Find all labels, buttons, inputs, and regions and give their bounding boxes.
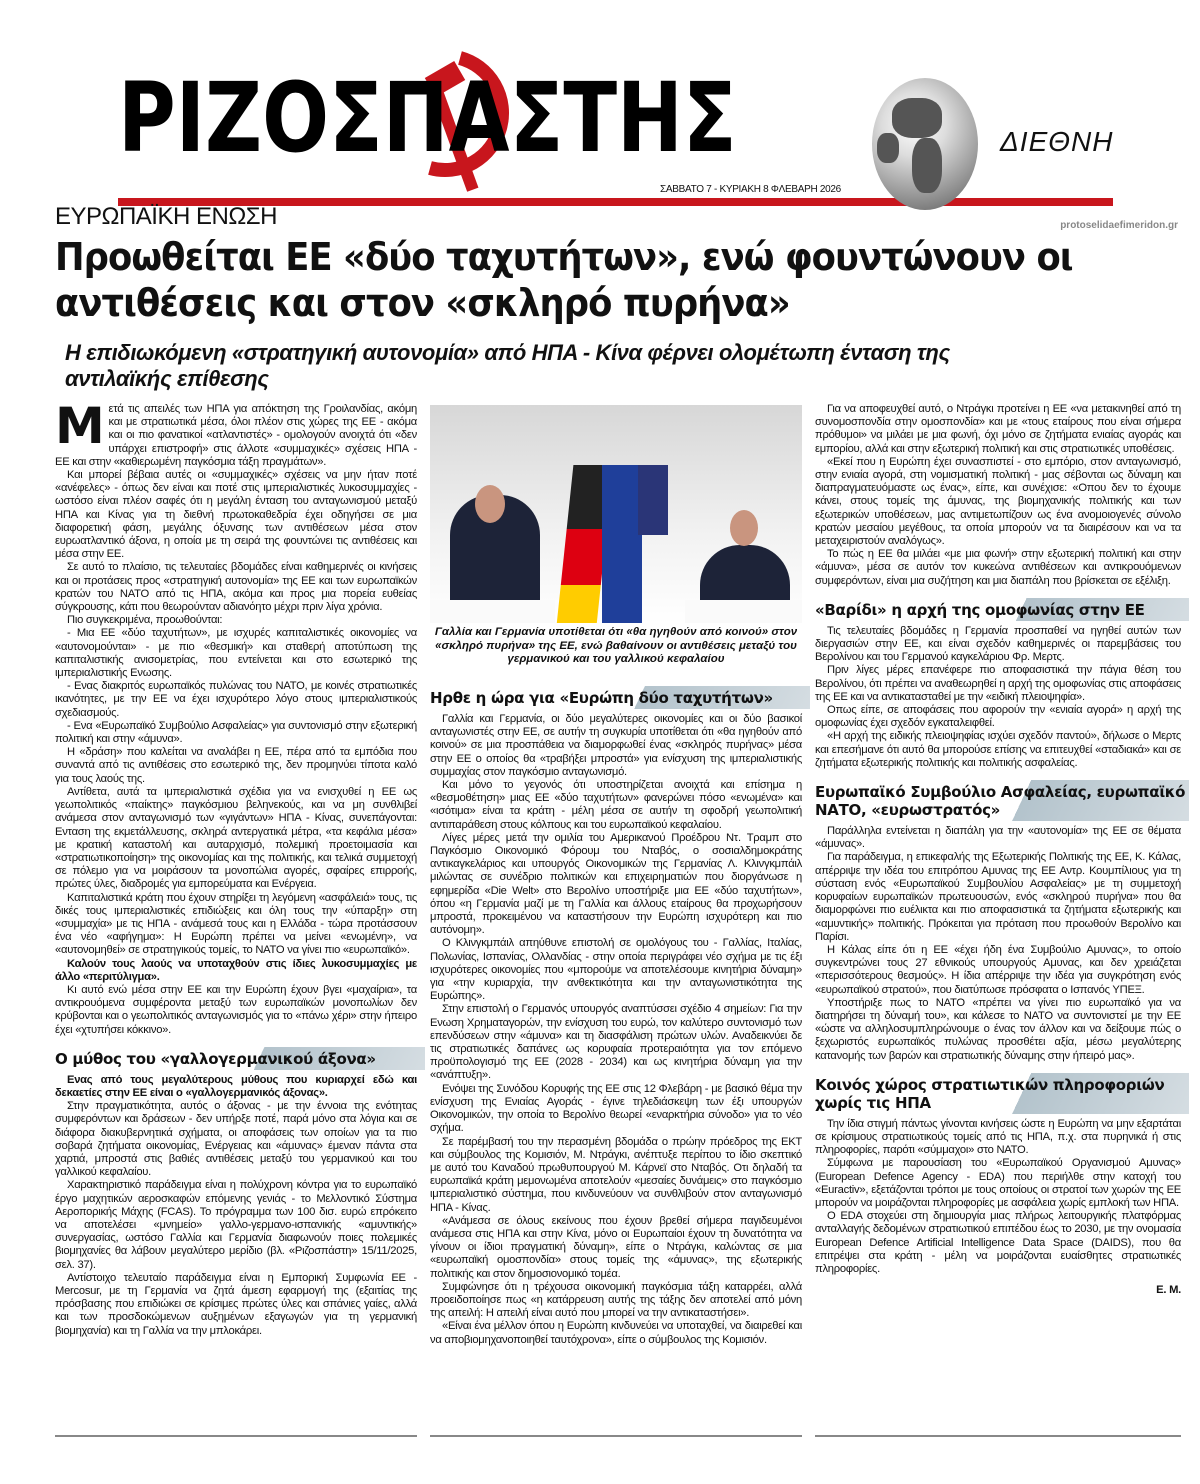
paragraph: Υποστήριξε πως το ΝΑΤΟ «πρέπει να γίνει πιο ευρωπαϊκό για να διατηρήσει τη δύναμή του», και κάλεσε το ΝΑΤΟ να συντονιστεί με την ΕΕ «ώστε να αλληλοσυμπληρώνουμε ο ένας τον άλλον και να δείξουμε πώς ο ξεχωριστός ευρωπαϊκός πυλώνας προσθέτει αξία, μέσω μεγαλύτερης κατανομής των βαρών και στρατιωτικής δύναμης στην ήπειρό μας». — [815, 996, 1181, 1062]
paragraph: Κι αυτό ενώ μέσα στην ΕΕ και την Ευρώπη έχουν βγει «μαχαίρια», τα αντικρουόμενα συμφέροντα μεταξύ των ευρωπαϊκών μονοπωλίων δεν κρύβονται και ο γεωπολιτικός ανταγωνισμός για το «πάνω χέρι» στην ήπειρο έχει «χτυπήσει κόκκινο». — [55, 983, 417, 1036]
article-column-3 — [815, 403, 1186, 1297]
head-right — [730, 510, 758, 546]
paragraph: Συμφώνησε ότι η τρέχουσα οικονομική παγκόσμια τάξη καταρρέει, αλλά προειδοποίησε πως «η κατάρρευση αυτής της τάξης δεν αποτελεί από μόνη της απειλή: Η απειλή είναι αυτό που μπορεί να την αντικαταστήσει». — [430, 1280, 802, 1320]
watermark: protoselidaefimeridon.gr — [1060, 220, 1178, 231]
column-end-rule — [430, 1435, 802, 1437]
paragraph: Χαρακτηριστικό παράδειγμα είναι η πολύχρονη κόντρα για το ευρωπαϊκό έργο μαχητικών αεροσκαφών επόμενης γενιάς - το Μελλοντικό Σύστημα Αεροπορικής Μάχης (FCAS). Το πρόγραμμα των 100 δισ. ευρώ επρόκειτο να αποτελέσει «μνημείο» γαλλο-γερμανο-ισπανικής «αμυντικής» συνεργασίας, ωστόσο Γαλλία και Γερμανία διαφωνούν ποιες πολεμικές βιομηχανίες θα λάβουν μεγαλύτερο μερίδιο (βλ. «Ριζοσπάστη» 15/11/2025, σελ. 37). — [55, 1179, 417, 1271]
paragraph: Πιο συγκεκριμένα, προωθούνται: — [67, 614, 223, 627]
paragraph: «Είναι ένα μέλλον όπου η Ευρώπη κινδυνεύει να υποταχθεί, να διαιρεθεί και να αποβιομηχανοποιηθεί ταυτόχρονα», είπε ο σύμβουλος της Κομισιόν. — [430, 1320, 802, 1346]
paragraph: Στην πραγματικότητα, αυτός ο άξονας - με την έννοια της ενότητας συμφερόντων και δράσεων - δεν υπήρξε ποτέ, παρά μόνο στα λόγια και σε διάφορα διακυβερνητικά σχήματα, οι αποφάσεις των οποίων για τα πιο σοβαρά ζητήματα οικονομίας, Ενέργειας και «άμυνας» έμεναν πάντα στα χαρτιά, μπροστά στις βαθιές αντιθέσεις μεταξύ του γερμανικού και του γαλλικού κεφαλαίου. — [55, 1100, 417, 1179]
column-end-rule — [815, 1435, 1181, 1437]
flag-eu — [602, 465, 642, 623]
article-headline: Προωθείται ΕΕ «δύο ταχυτήτων», ενώ φουντώνουν οι αντιθέσεις και στον «σκληρό πυρήνα» — [55, 235, 1073, 325]
paragraph: - Μια ΕΕ «δύο ταχυτήτων», με ισχυρές καπιταλιστικές οικονομίες να «αυτονομούνται» - με πιο «θεσμική» και σταθερή αποτύπωση της καπιταλιστικής ανισομετρίας, που εντείνεται και στο εσωτερικό της ιμπεριαλιστικής Ενωσης. — [55, 627, 417, 680]
paragraph: Το πώς η ΕΕ θα μιλάει «με μια φωνή» στην εξωτερική πολιτική και στην «άμυνα», μέσα σε αυτόν τον κυκεώνα αντιθέσεων και αντικρουόμενων συμφερόντων, είναι μια συζήτηση και μια διαπάλη που βρίσκεται σε εξέλιξη. — [815, 548, 1181, 587]
paragraph: Αντίθετα, αυτά τα ιμπεριαλιστικά σχέδια για να ενισχυθεί η ΕΕ ως γεωπολιτικός «παίκτης» παγκόσμιου βεληνεκούς, και να μη συνθλιβεί ανάμεσα στον ανταγωνισμό των «γιγάντων» ΗΠΑ - Κίνας, συνεπάγονται: Ενταση της εκμετάλλευσης, σκληρά αντεργατικά μέτρα, «τα κεφάλια μέσα» με κρατική καταστολή και αυταρχισμό, πολεμική προετοιμασία και «στρατιωτικοποίηση» της οικονομίας και της πολιτικής, και τελικά συμμετοχή σε πόλεμο για να μοιράσουν τα μονοπώλια αγορές, σφαίρες επιρροής, πρώτες ύλες, διαδρομές για εμπορεύματα και Ενέργεια. — [55, 785, 417, 891]
paragraph: «Ανάμεσα σε όλους εκείνους που έχουν βρεθεί σήμερα παγιδευμένοι ανάμεσα στις ΗΠΑ και στην Κίνα, μόνο οι Ευρωπαίοι έχουν τη δυνατότητα να γίνουν οι ίδιοι πραγματική δύναμη», είπε ο Ντράγκι, καλώντας σε μια «ευρωπαϊκή ομοσπονδία» στους τομείς της «άμυνας», της εξωτερικής πολιτικής και στον δημοσιονομικό τομέα. — [430, 1214, 802, 1280]
paragraph — [55, 397, 417, 469]
paragraph: «Η αρχή της ειδικής πλειοψηφίας ισχύει σχεδόν παντού», δήλωσε ο Μερτς και επεσήμανε ότι αυτό θα μπορούσε επίσης να επιτευχθεί «σταδιακά» και σε ζητήματα εξωτερικής πολιτικής και πολιτικής ασφαλείας. — [815, 730, 1181, 769]
section-heading: Κοινός χώρος στρατιωτικών πληροφοριών χωρίς τις ΗΠΑ — [815, 1073, 1189, 1114]
paragraph: Σύμφωνα με παρουσίαση του «Ευρωπαϊκού Οργανισμού Αμυνας» (European Defence Agency - EDA) που περιήλθε στην κατοχή του «Euractiv», εξετάζονται τρόποι με τους οποίους οι στρατοί των χωρών της ΕΕ μπορούν να μοιράζονται πληροφορίες με ασφάλεια χωρίς εμπλοκή των ΗΠΑ. — [815, 1157, 1181, 1209]
paragraph: Παράλληλα εντείνεται η διαπάλη για την «αυτονομία» της ΕΕ σε θέματα «άμυνας». — [815, 825, 1181, 851]
paragraph: Για παράδειγμα, η επικεφαλής της Εξωτερικής Πολιτικής της ΕΕ, Κ. Κάλας, απέρριψε την ιδέα του επιτρόπου Αμυνας της ΕΕ Αντρ. Κουμπίλιους για τη σύσταση ενός «Ευρωπαϊκού Συμβουλίου Ασφαλείας» με τη συμμετοχή κορυφαίων ευρωπαϊκών πρωτευουσών, ενός «σκληρού πυρήνα» που θα διαμορφώνει πιο ευέλικτα και πιο αποφασιστικά τα ζητήματα εξωτερικής και «αμυντικής» πολιτικής. Πρόκειται για πρόταση που προωθούν Βερολίνο και Παρίσι. — [815, 851, 1181, 943]
issue-date: ΣΑΒΒΑΤΟ 7 - ΚΥΡΙΑΚΗ 8 ΦΛΕΒΑΡΗ 2026 — [660, 184, 841, 195]
paragraph: Οπως είπε, σε αποφάσεις που αφορούν την «ενιαία αγορά» η αρχή της ομοφωνίας έχει σχεδόν εγκαταλειφθεί. — [815, 704, 1181, 730]
section-heading: Ο μύθος του «γαλλογερμανικού άξονα» — [55, 1047, 425, 1070]
photo-caption: Γαλλία και Γερμανία υποτίθεται ότι «θα ηγηθούν από κοινού» στον «σκληρό πυρήνα» της ΕΕ, ενώ βαθαίνουν οι αντιθέσεις μεταξύ του γερμανικού και του γαλλικού κεφαλαίου — [434, 626, 798, 665]
article-column-2 — [430, 676, 802, 1347]
article-column-1 — [55, 397, 417, 1338]
paragraph: Λίγες μέρες μετά την ομιλία του Αμερικανού Προέδρου Ντ. Τραμπ στο Παγκόσμιο Οικονομικό Φόρουμ του Νταβός, ο σοσιαλδημοκράτης αντικαγκελάριος και υπουργός Οικονομικών της Γερμανίας Λ. Κλινγκμπάιλ μιλώντας σε συνέδριο πολιτικών και επιχειρηματιών που διοργάνωσε η εφημερίδα «Die Welt» στο Βερολίνο υποστήριξε μια ΕΕ «δύο ταχυτήτων», όπου «η Γερμανία μαζί με τη Γαλλία και άλλους εταίρους θα προχωρήσουν μπροστά, προκειμένου να καταστήσουν την Ευρώπη ισχυρότερη και πιο αυτόνομη». — [430, 831, 802, 937]
paragraph: - Ενας διακριτός ευρωπαϊκός πυλώνας του ΝΑΤΟ, με κοινές στρατιωτικές ικανότητες, με την ΕΕ να έχει ισχυρότερο λόγο στους ιμπεριαλιστικούς σχεδιασμούς. — [55, 680, 417, 719]
section-heading: Ευρωπαϊκό Συμβούλιο Ασφαλείας, ευρωπαϊκό ΝΑΤΟ, «ευρωστρατός» — [815, 780, 1189, 821]
article-photo — [430, 405, 802, 623]
paragraph: Καλούν τους λαούς να υποταχθούν στις ίδιες λυκοσυμμαχίες με άλλο «περιτύλιγμα». — [55, 957, 417, 983]
podium-left — [430, 600, 555, 623]
paragraph: «Εκεί που η Ευρώπη έχει συνασπιστεί - στο εμπόριο, στον ανταγωνισμό, στην ενιαία αγορά, στη νομισματική πολιτική - μας σέβονται ως δύναμη και διαπραγματευόμαστε ως ένας», είπε, και συνέχισε: «Οπου δεν το έχουμε κάνει, στους τομείς της άμυνας, της βιομηχανικής πολιτικής και των εξωτερικών υποθέσεων, μας αντιμετωπίζουν ως ένα ανομοιογενές σύνολο κρατών μεσαίου μεγέθους, τα οποία μπορούν να τα διαιρέσουν και να τα μεταχειριστούν αναλόγως». — [815, 455, 1181, 548]
paragraph: Στην επιστολή ο Γερμανός υπουργός αναπτύσσει σχέδιο 4 σημείων: Για την Ενωση Χρηματαγορών, την ενίσχυση του ευρώ, τον καλύτερο συντονισμό των επενδύσεων στην «άμυνα» και τη διασφάλιση πρώτων υλών. Αναδεικνύει δε τις στρατιωτικές δαπάνες ως κορυφαία προτεραιότητα για τον επόμενο προϋπολογισμό της ΕΕ (2028 - 2034) και ως κινητήρια δύναμη για την «ανάπτυξη». — [430, 1003, 802, 1082]
masthead-title: ΡΙΖΟΣΠΑΣΤΗΣ — [118, 62, 737, 174]
paragraph: Καπιταλιστικά κράτη που έχουν στηρίξει τη λεγόμενη «ασφάλειά» τους, τις δικές τους ιμπεριαλιστικές επιδιώξεις και όλη τους την «ύπαρξη» στη «συμμαχία» με τις ΗΠΑ - ανάμεσά τους και η Ελλάδα - τώρα προτάσσουν ένα νέο «αφήγημα»: Η Ευρώπη πρέπει να μείνει «ενωμένη», να «αυτονομηθεί» σε στρατηγικούς τομείς, το ΝΑΤΟ να γίνει πιο «ευρωπαϊκό». — [55, 891, 417, 957]
paragraph: Για να αποφευχθεί αυτό, ο Ντράγκι προτείνει η ΕΕ «να μετακινηθεί από τη συνομοσπονδία στην ομοσπονδία» και με «τους εταίρους που είναι σήμερα πρόθυμοι» να μιλάει με μια φωνή, όχι μόνο σε ζητήματα ενιαίας αγοράς και εμπορίου, αλλά και στην εξωτερική πολιτική και στις στρατιωτικές υποθέσεις. — [815, 403, 1181, 455]
paragraph: Ενόψει της Συνόδου Κορυφής της ΕΕ στις 12 Φλεβάρη - με βασικό θέμα την ενίσχυση της Ενιαίας Αγοράς - έγινε τηλεδιάσκεψη των έξι υπουργών Οικονομικών, την οποία το Βερολίνο θεωρεί «εναρκτήρια σύνοδο» για το νέο σχήμα. — [430, 1082, 802, 1135]
article-kicker: ΕΥΡΩΠΑΪΚΗ ΕΝΩΣΗ — [55, 203, 277, 230]
column-end-rule — [55, 1435, 417, 1437]
paragraph: Η «δράση» που καλείται να αναλάβει η ΕΕ, πέρα από τα εμπόδια που συναντά από τις αντιθέσεις στο εσωτερικό της, δεν προμηνύει τίποτα καλό για τους λαούς της. — [55, 746, 417, 785]
podium-right — [685, 600, 802, 623]
paragraph: Σε παρέμβασή του την περασμένη βδομάδα ο πρώην πρόεδρος της ΕΚΤ και σύμβουλος της Κομισιόν, Μ. Ντράγκι, ανέπτυξε περίπου το ίδιο σκεπτικό με αυτό του Καναδού πρωθυπουργού Μ. Κάρνεϊ στο Νταβός. Οτι δηλαδή τα ευρωπαϊκά κράτη μεμονωμένα αποτελούν «μεσαίες δυνάμεις» στο παγκόσμιο ιμπεριαλιστικό σύστημα, που κινδυνεύουν να συνθλιβούν στον ανταγωνισμό ΗΠΑ - Κίνας. — [430, 1135, 802, 1214]
article-subhead: Η επιδιωκόμενη «στρατηγική αυτονομία» από ΗΠΑ - Κίνα φέρνει ολομέτωπη ένταση της αντιλαϊκής επίθεσης — [65, 340, 950, 391]
section-name: ΔΙΕΘΝΗ — [1000, 126, 1114, 157]
paragraph: Γαλλία και Γερμανία, οι δύο μεγαλύτερες οικονομίες και οι δύο βασικοί ανταγωνιστές στην ΕΕ, σε αυτήν τη συγκυρία υποτίθεται ότι «θα ηγηθούν από κοινού» σε μια προσπάθεια να διαμορφωθεί ένας «σκληρός πυρήνας» μέσα στην ΕΕ ο οποίος θα «τραβήξει μπροστά» για ενίσχυση της ιμπεριαλιστικής συμμαχίας στον παγκόσμιο ανταγωνισμό. — [430, 713, 802, 778]
flag-france — [638, 465, 668, 535]
paragraph: Τις τελευταίες βδομάδες η Γερμανία προσπαθεί να ηγηθεί αυτών των διεργασιών στην ΕΕ, και είναι σχεδόν καθημερινές οι παρεμβάσεις του Βερολίνου και του Γερμανού καγκελάριου Φρ. Μερτς. — [815, 624, 1181, 664]
paragraph: - Ενα «Ευρωπαϊκό Συμβούλιο Ασφαλείας» για συντονισμό στην εξωτερική πολιτική και στην «άμυνα». — [55, 719, 417, 746]
head-left — [475, 485, 505, 523]
author-signature: Ε. Μ. — [1156, 1284, 1181, 1297]
paragraph: Την ίδια στιγμή πάντως γίνονται κινήσεις ώστε η Ευρώπη να μην εξαρτάται σε κρίσιμους στρατιωτικούς τομείς από τις ΗΠΑ, π.χ. στα πυρηνικά ή στις πληροφορίες, παρότι «σύμμαχοι» στο ΝΑΤΟ. — [815, 1117, 1181, 1157]
paragraph: Ο Κλινγκμπάιλ απηύθυνε επιστολή σε ομολόγους του - Γαλλίας, Ιταλίας, Πολωνίας, Ισπανίας, Ολλανδίας - στην οποία περιγράφει νέο σχήμα με τις έξι ισχυρότερες οικονομίες που «μπορούμε να αποτελέσουμε κινητήρια δύναμη» για «την κυριαρχία, την ανθεκτικότητα και την ανταγωνιστικότητα της Ευρώπης». — [430, 937, 802, 1003]
paragraph: Και μπορεί βέβαια αυτές οι «συμμαχικές» σχέσεις να μην ήταν ποτέ «ανέφελες» - όπως δεν είναι και ποτέ στις ιμπεριαλιστικές λυκοσυμμαχίες - ωστόσο είναι πλέον σαφές ότι η μεγάλη ένταση του ανταγωνισμού μεταξύ ΗΠΑ και Κίνας για τη διεθνή πρωτοκαθεδρία έχει οδηγήσει σε μια διαφορετική φάση, μεγάλης όξυνσης των αντιθέσεων μέσα στον ευρωατλαντικό άξονα, η οποία με τη σειρά της φουντώνει τις αντιθέσεις και μέσα στην ΕΕ. — [55, 469, 417, 561]
paragraph: Σε αυτό το πλαίσιο, τις τελευταίες βδομάδες είναι καθημερινές οι κινήσεις και οι προτάσεις προς «στρατηγική αυτονομία» της ΕΕ και των ευρωπαϊκών κρατών του ΝΑΤΟ από τις ΗΠΑ, ακόμα και προς μια πορεία ευθείας σύγκρουσης, κάτι που θεωρούνταν αδιανόητο μέχρι πριν λίγα χρόνια. — [55, 561, 417, 614]
section-heading: Ηρθε η ώρα για «Ευρώπη δύο ταχυτήτων» — [430, 686, 810, 709]
paragraph: Αντίστοιχο τελευταίο παράδειγμα είναι η Εμπορική Συμφωνία ΕΕ - Mercosur, με τη Γερμανία να ζητά άμεση εφαρμογή της (εξαιτίας της πρόσβασης που επιδιώκει σε κρίσιμες πρώτες ύλες και σπάνιες γαίες, αλλά και των προσδοκώμενων αυξημένων εξαγωγών για τη γερμανική βιομηχανία) και τη Γαλλία να την μπλοκάρει. — [55, 1271, 417, 1337]
paragraph: Ο EDA στοχεύει στη δημιουργία μιας πλήρως λειτουργικής πλατφόρμας ανταλλαγής δεδομένων στρατιωτικού επιπέδου έως το 2030, με την ονομασία European Defence Artificial Intelligence Data Space (DAIDS), που θα επιτρέψει στα κράτη - μέλη να μοιράζονται ευαίσθητες στρατιωτικές πληροφορίες. — [815, 1210, 1181, 1275]
globe-icon — [872, 78, 978, 210]
paragraph: Ενας από τους μεγαλύτερους μύθους που κυριαρχεί εδώ και δεκαετίες στην ΕΕ είναι ο «γαλλογερμανικός άξονας». — [55, 1073, 417, 1099]
section-heading: «Βαρίδι» η αρχή της ομοφωνίας στην ΕΕ — [815, 598, 1189, 621]
paragraph: Η Κάλας είπε ότι η ΕΕ «έχει ήδη ένα Συμβούλιο Αμυνας», το οποίο συγκεντρώνει τους 27 εθνικούς υπουργούς Αμυνας, και δεν χρειάζεται «περισσότερους θεσμούς». Η ίδια απέρριψε την ιδέα για συγκρότηση ενός «ευρωπαϊκού στρατού», που διατύπωσε πρόσφατα ο Ισπανός ΥΠΕΞ. — [815, 943, 1181, 996]
paragraph-text: ετά τις απειλές των ΗΠΑ για απόκτηση της Γροιλανδίας, ακόμη και με στρατιωτικά μέσα, όλοι πλέον στις χώρες της ΕΕ - ακόμα και οι πιο φανατικοί «ατλαντιστές» - ομολογούν ανοιχτά ότι «δεν υπάρχει επιστροφή» στις άλλοτε «συμμαχικές» σχέσεις ΗΠΑ - ΕΕ και στην «καθιερωμένη παγκόσμια τάξη πραγμάτων». — [55, 403, 417, 468]
paragraph: Πριν λίγες μέρες επανέφερε πιο αποφασιστικά την πάγια θέση του Βερολίνου, ότι πρέπει να αναθεωρηθεί η αρχή της ομοφωνίας στις αποφάσεις της ΕΕ και να αντικατασταθεί με την «ειδική πλειοψηφία». — [815, 664, 1182, 703]
paragraph: Και μόνο το γεγονός ότι υποστηρίζεται ανοιχτά και επίσημα η «θεσμοθέτηση» μιας ΕΕ «δύο ταχυτήτων» φανερώνει πόσο «ενωμένα» και «ισότιμα» είναι τα κράτη - μέλη μέσα σε αυτήν τη σφοδρή γεωπολιτική αντιπαράθεση στους κόλπους και του ευρωπαϊκού κεφαλαίου. — [430, 779, 802, 831]
drop-cap: Μ — [55, 397, 105, 455]
